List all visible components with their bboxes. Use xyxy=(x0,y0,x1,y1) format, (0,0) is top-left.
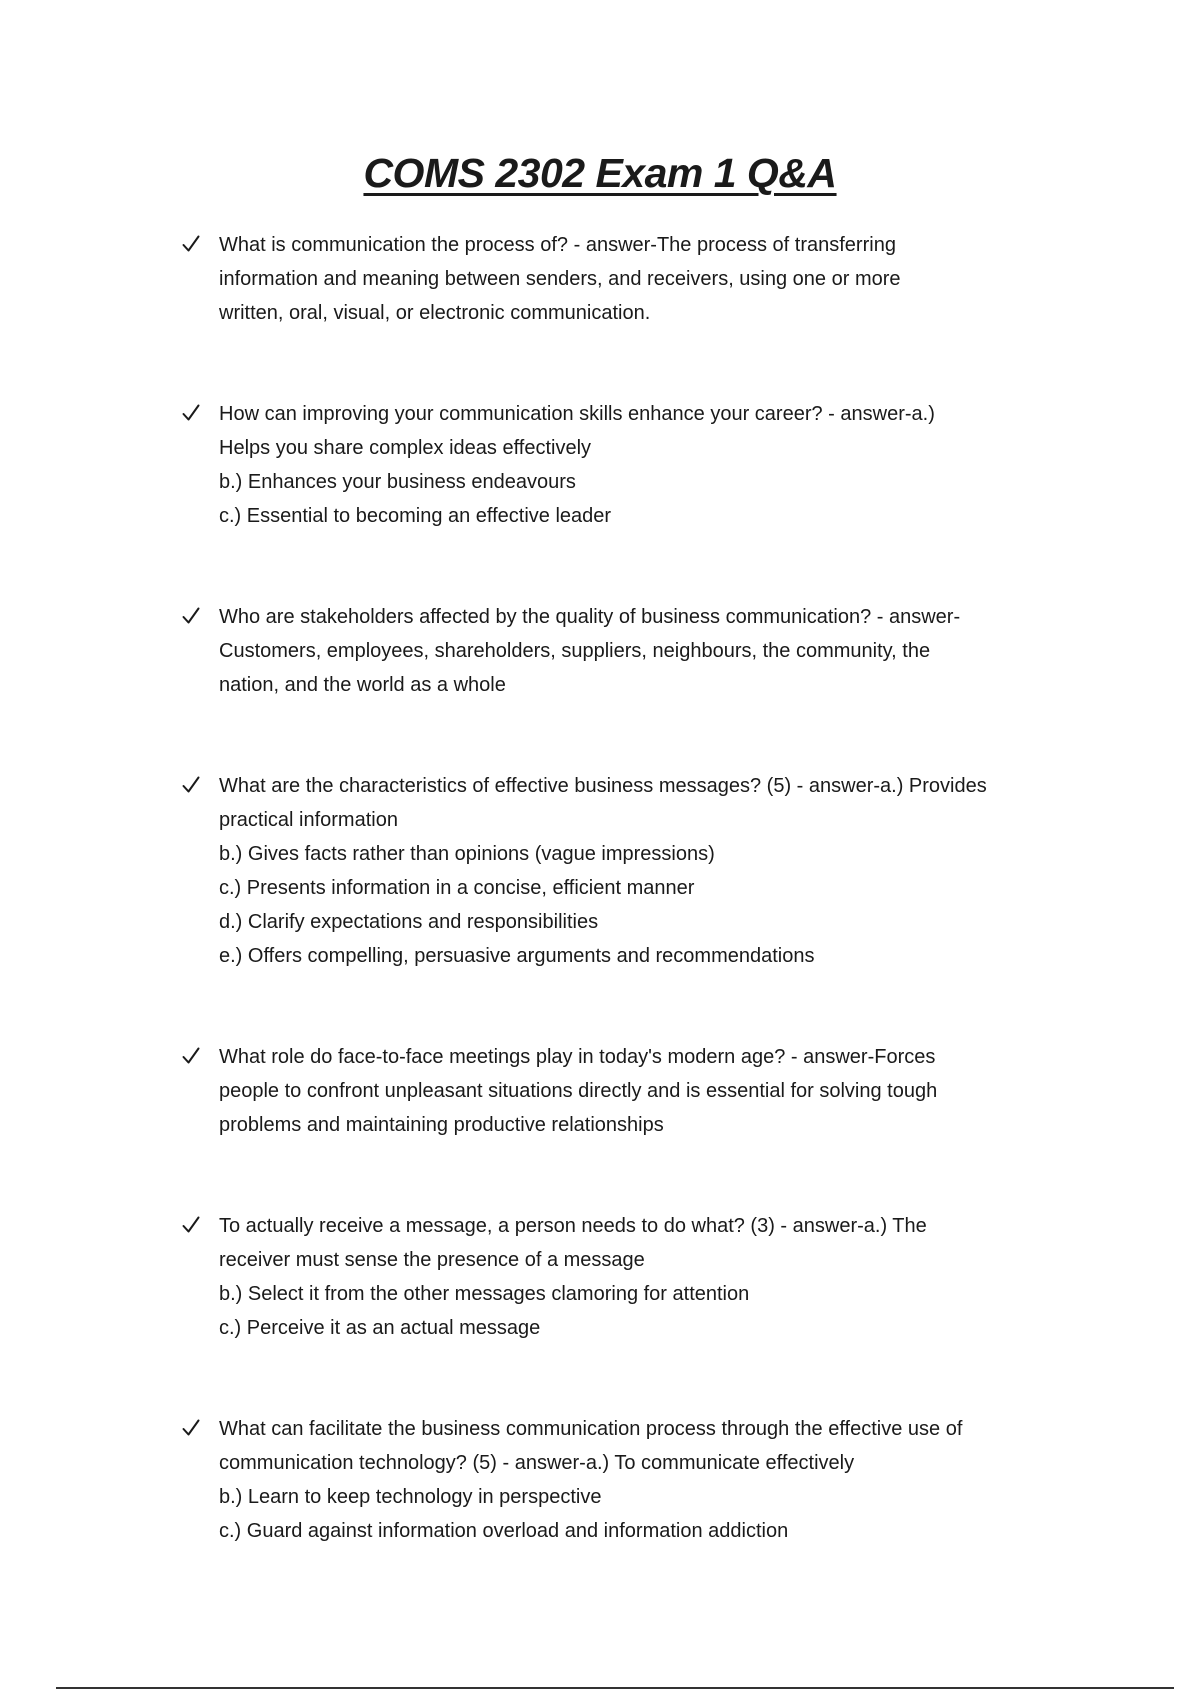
answer-line: people to confront unpleasant situations directly and is essential for solving tough xyxy=(219,1080,938,1102)
answer-line: nation, and the world as a whole xyxy=(219,674,506,696)
qa-item xyxy=(0,1412,1200,1548)
answer-line: information and meaning between senders, and receivers, using one or more xyxy=(219,268,901,290)
checkmark-icon xyxy=(182,1418,200,1438)
question-text: What role do face-to-face meetings play in today's modern age? - answer-Forces xyxy=(219,1046,936,1068)
answer-line: b.) Learn to keep technology in perspective xyxy=(219,1486,602,1508)
answer-line: receiver must sense the presence of a message xyxy=(219,1249,645,1271)
answer-line: communication technology? (5) - answer-a.) To communicate effectively xyxy=(219,1452,855,1474)
question-text: What is communication the process of? - answer-The process of transferring xyxy=(219,234,896,256)
qa-list xyxy=(0,228,1200,1615)
checkmark-icon xyxy=(182,234,200,254)
answer-line: e.) Offers compelling, persuasive arguments and recommendations xyxy=(219,945,815,967)
checkmark-icon xyxy=(182,775,200,795)
answer-line: c.) Guard against information overload and information addiction xyxy=(219,1520,789,1542)
footer-divider xyxy=(56,1687,1174,1689)
qa-item xyxy=(0,600,1200,702)
qa-item xyxy=(0,397,1200,533)
answer-line: c.) Essential to becoming an effective leader xyxy=(219,505,612,527)
question-text: What are the characteristics of effective business messages? (5) - answer-a.) Provides xyxy=(219,775,987,797)
answer-line: problems and maintaining productive relationships xyxy=(219,1114,664,1136)
question-text: What can facilitate the business communication process through the effective use of xyxy=(219,1418,963,1440)
question-text: How can improving your communication skills enhance your career? - answer-a.) xyxy=(219,403,935,425)
checkmark-icon xyxy=(182,1046,200,1066)
answer-line: b.) Enhances your business endeavours xyxy=(219,471,576,493)
answer-line: practical information xyxy=(219,809,398,831)
checkmark-icon xyxy=(182,1215,200,1235)
answer-line: c.) Presents information in a concise, efficient manner xyxy=(219,877,695,899)
checkmark-icon xyxy=(182,606,200,626)
answer-line: Helps you share complex ideas effectively xyxy=(219,437,592,459)
checkmark-icon xyxy=(182,403,200,423)
answer-line: written, oral, visual, or electronic communication. xyxy=(219,302,651,324)
answer-line: b.) Gives facts rather than opinions (vague impressions) xyxy=(219,843,715,865)
qa-item xyxy=(0,769,1200,973)
answer-line: Customers, employees, shareholders, suppliers, neighbours, the community, the xyxy=(219,640,931,662)
page-title: COMS 2302 Exam 1 Q&A xyxy=(363,150,837,196)
answer-line: b.) Select it from the other messages clamoring for attention xyxy=(219,1283,750,1305)
qa-item xyxy=(0,228,1200,330)
qa-item xyxy=(0,1040,1200,1142)
question-text: To actually receive a message, a person needs to do what? (3) - answer-a.) The xyxy=(219,1215,927,1237)
qa-item xyxy=(0,1209,1200,1345)
question-text: Who are stakeholders affected by the quality of business communication? - answer- xyxy=(219,606,961,628)
answer-line: c.) Perceive it as an actual message xyxy=(219,1317,541,1339)
answer-line: d.) Clarify expectations and responsibilities xyxy=(219,911,599,933)
